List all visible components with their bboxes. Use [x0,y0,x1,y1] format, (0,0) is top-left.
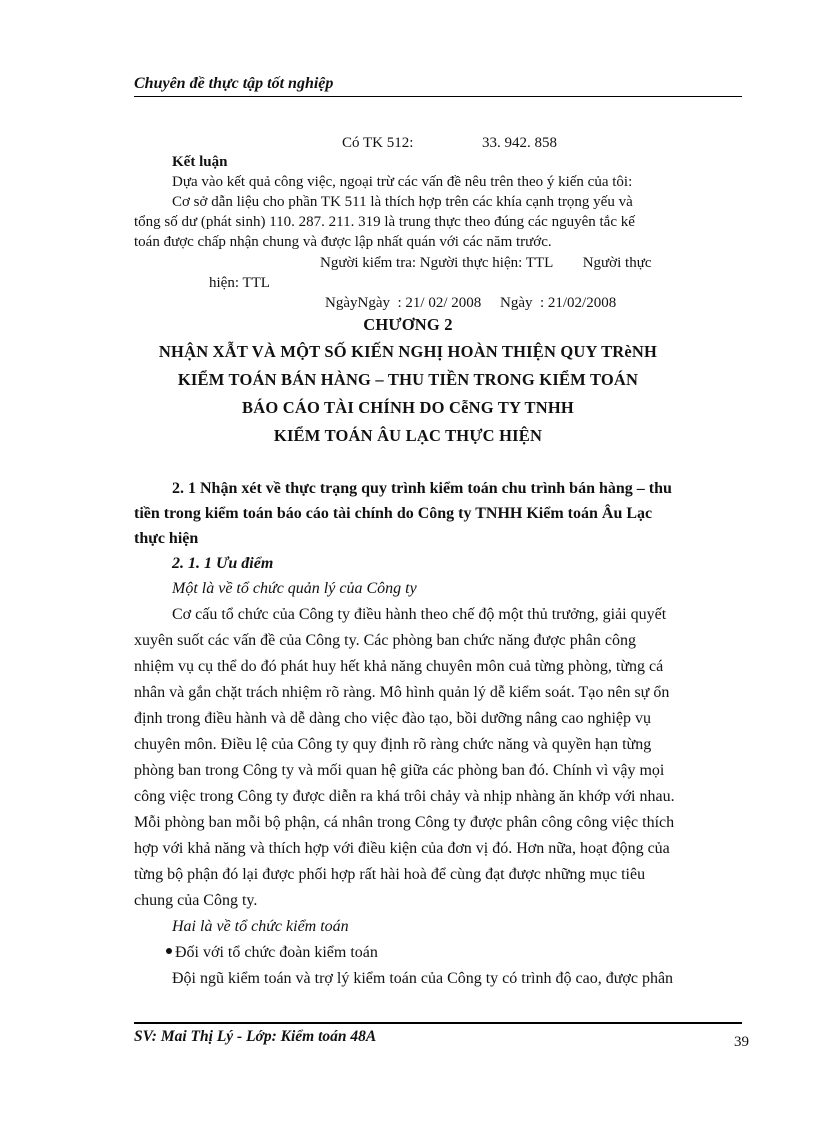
chapter-title-line: KIỂM TOÁN BÁN HÀNG – THU TIỀN TRONG KIỂM TOÁN [177,370,639,389]
subsection-heading: 2. 1. 1 Ưu điểm [172,555,274,572]
item-title: Một là về tổ chức quản lý của Công ty [172,580,417,597]
chapter-number: CHƯƠNG 2 [363,315,453,334]
paragraph-line: từng bộ phận đó lại được phối hợp rất hài hoà để cùng đạt được những mục tiêu [134,866,646,883]
chapter-title-line: BÁO CÁO TÀI CHÍNH DO CễNG TY TNHH [242,398,574,417]
conclusion-line: Cơ sở dẫn liệu cho phần TK 511 là thích hợp trên các khía cạnh trọng yếu và [172,194,633,210]
header-rule [134,96,742,97]
section-heading-line: 2. 1 Nhận xét về thực trạng quy trình kiểm toán chu trình bán hàng – thu [172,480,672,497]
conclusion-line: Dựa vào kết quả công việc, ngoại trừ các vấn đề nêu trên theo ý kiến của tôi: [172,174,633,190]
conclusion-heading: Kết luận [172,154,228,170]
item-title: Hai là về tổ chức kiểm toán [172,918,349,935]
paragraph-line: chuyên môn. Điều lệ của Công ty quy định rõ ràng chức năng và quyền hạn từng [134,736,652,753]
footer-student: SV: Mai Thị Lý - Lớp: Kiểm toán 48A [134,1028,377,1045]
section-heading-line: thực hiện [134,530,199,547]
conclusion-line: tổng số dư (phát sinh) 110. 287. 211. 319 là trung thực theo đúng các nguyên tắc kế [134,214,635,230]
footer-rule [134,1022,742,1024]
paragraph-line: xuyên suốt các vấn đề của Công ty. Các phòng ban chức năng được phân công [134,632,636,649]
chapter-title-line: NHẬN XẪT VÀ MỘT SỐ KIẾN NGHỊ HOÀN THIỆN QUY TRèNH [158,342,658,361]
bullet-item [166,944,378,962]
signatures-line-2: hiện: TTL [209,275,270,291]
paragraph-line: chung của Công ty. [134,892,258,909]
dates-line: NgàyNgày : 21/ 02/ 2008 Ngày : 21/02/2008 [325,295,617,311]
paragraph-line: phòng ban trong Công ty và mối quan hệ giữa các phòng ban đó. Chính vì vậy mọi [134,762,665,779]
entry-amount: 33. 942. 858 [482,135,557,151]
signatures-line: Người kiểm tra: Người thực hiện: TTL Người thực [320,255,652,271]
paragraph-line: hợp với khả năng và thích hợp với điều kiện của đơn vị đó. Hơn nữa, hoạt động của [134,840,670,857]
bullet-text: Đối với tổ chức đoàn kiểm toán [175,944,378,961]
running-header: Chuyên đề thực tập tốt nghiệp [134,75,334,92]
entry-label: Có TK 512: [342,135,414,151]
paragraph-line: công việc trong Công ty được diễn ra khá trôi chảy và nhịp nhàng ăn khớp với nhau. [134,788,675,805]
conclusion-line: toán được chấp nhận chung và được lập nhất quán với các năm trước. [134,234,552,250]
paragraph-line: Đội ngũ kiểm toán và trợ lý kiểm toán của Công ty có trình độ cao, được phân [172,970,674,987]
bullet-icon [166,948,172,954]
chapter-title-line: KIỂM TOÁN ÂU LẠC THỰC HIỆN [273,426,543,445]
section-heading-line: tiền trong kiểm toán báo cáo tài chính do Công ty TNHH Kiểm toán Âu Lạc [134,505,653,522]
paragraph-line: Cơ cấu tổ chức của Công ty điều hành theo chế độ một thủ trưởng, giải quyết [172,606,667,623]
page-number: 39 [734,1034,749,1050]
paragraph-line: định trong điều hành và dễ dàng cho việc đào tạo, bồi dưỡng nâng cao nghiệp vụ [134,710,651,727]
paragraph-line: nhân và gắn chặt trách nhiệm rõ ràng. Mô hình quản lý dễ kiểm soát. Tạo nên sự ổn [134,684,670,701]
paragraph-line: Mỗi phòng ban mỗi bộ phận, cá nhân trong Công ty được phân công công việc thích [134,814,675,831]
paragraph-line: nhiệm vụ cụ thể do đó phát huy hết khả năng chuyên môn cuả từng phòng, từng cá [134,658,664,675]
